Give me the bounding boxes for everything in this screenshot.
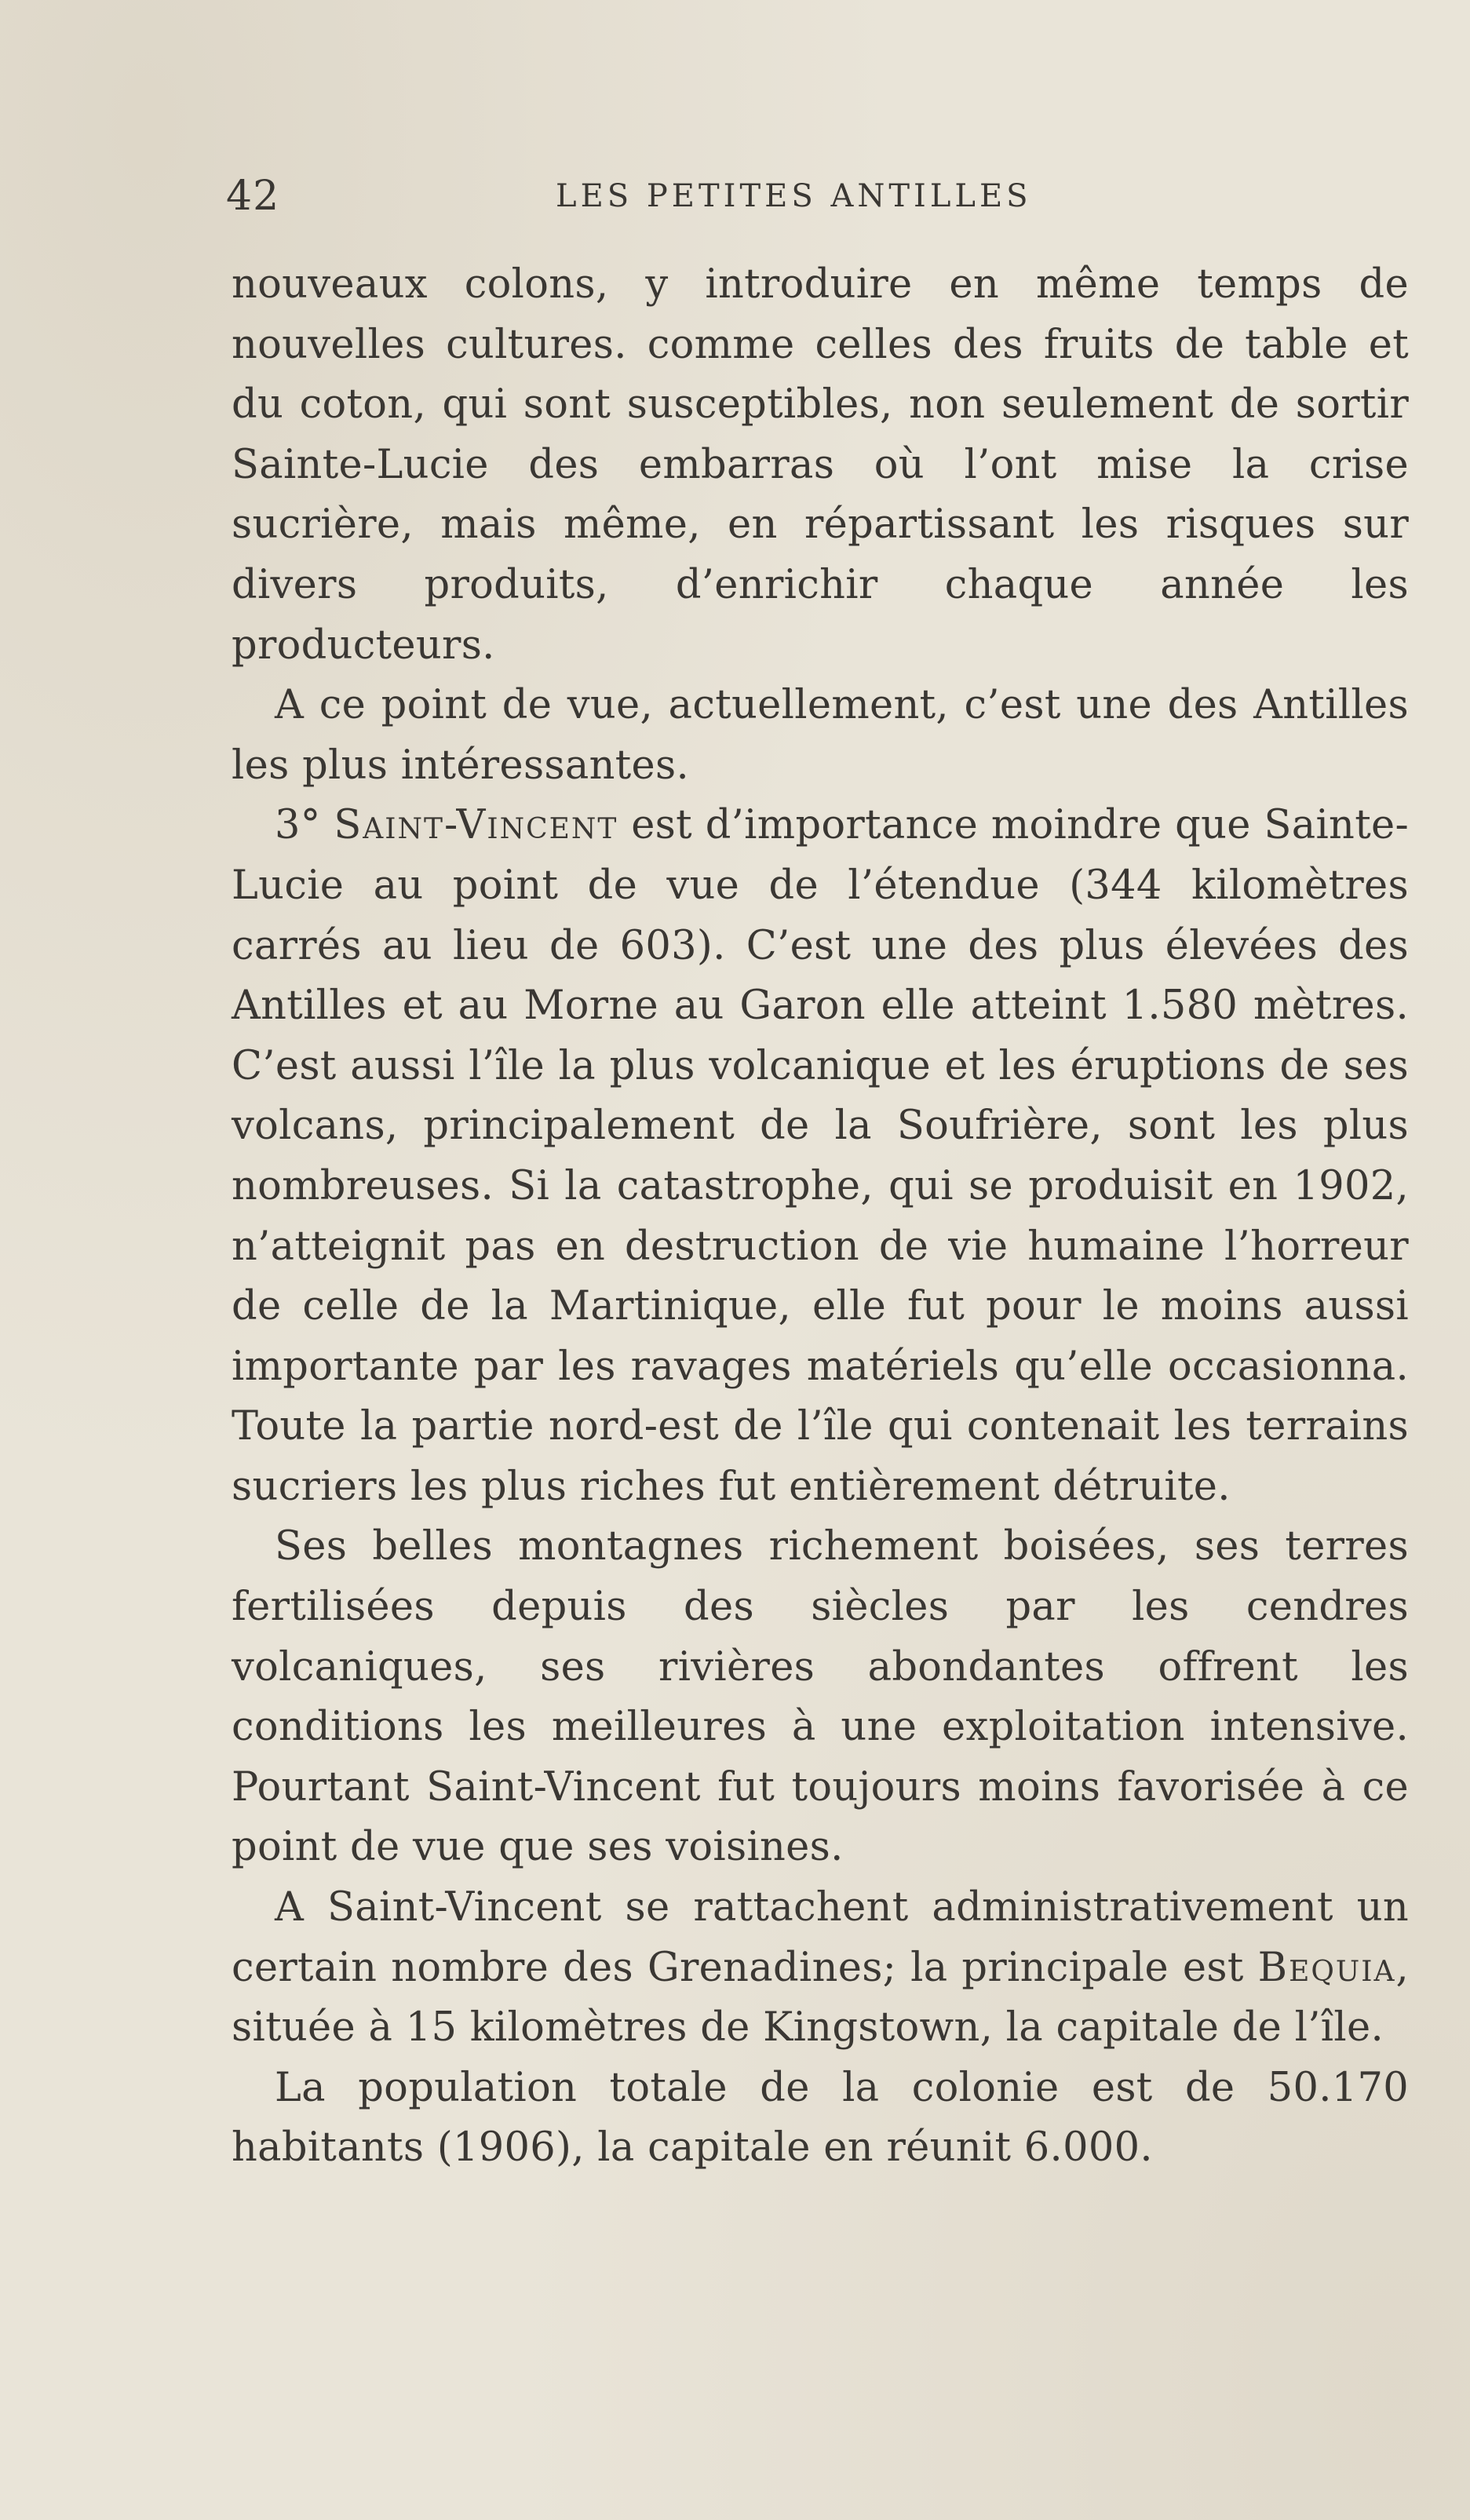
paragraph-2: A ce point de vue, actuellement, c’est une des Antilles les plus intéressantes. bbox=[232, 682, 1409, 789]
paragraph-1: nouveaux colons, y introduire en même temps de nouvelles cultures. comme celles des fruits de table et du coton, qui sont susceptibles, non seulement de sortir Sainte-Lucie des embarras où l’ont mise la crise sucrière, mais même, en répartissant les risques sur divers produits, d’enrichir chaque année les producteurs. bbox=[232, 261, 1409, 669]
island-name-saint-vincent: Saint-Vincent bbox=[334, 802, 618, 849]
running-title: LES PETITES ANTILLES bbox=[556, 178, 1032, 214]
paragraph-5 bbox=[232, 1878, 1409, 2059]
page-header bbox=[226, 165, 1411, 228]
page-number: 42 bbox=[226, 173, 280, 220]
paragraph-3 bbox=[232, 796, 1409, 1517]
section-number: 3° bbox=[275, 802, 321, 849]
body-text bbox=[232, 255, 1409, 2179]
paragraph-6: La population totale de la colonie est de 50.170 habitants (1906), la capitale en réunit 6.000. bbox=[232, 2064, 1409, 2172]
paragraph-5-text-end: , située à 15 kilomètres de Kingstown, la capitale de l’île. bbox=[232, 1944, 1409, 2051]
island-name-bequia: Bequia bbox=[1257, 1944, 1396, 1991]
paragraph-4: Ses belles montagnes richement boisées, ses terres fertilisées depuis des siècles par les cendres volcaniques, ses rivières abondantes offrent les conditions les meilleures à une exploitation intensive. Pourtant Saint-Vincent fut toujours moins favorisée à ce point de vue que ses voisines. bbox=[232, 1523, 1409, 1871]
paragraph-3-text: est d’importance moindre que Sainte-Lucie au point de vue de l’étendue (344 kilomètres carrés au lieu de 603). C’est une des plus élevées des Antilles et au Morne au Garon elle atteint 1.580 mètres. C’est aussi l’île la plus volcanique et les éruptions de ses volcans, principalement de la Soufrière, sont les plus nombreuses. Si la catastrophe, qui se produisit en 1902, n’atteignit pas en destruction de vie humaine l’horreur de celle de la Martinique, elle fut pour le moins aussi importante par les ravages matériels qu’elle occasionna. Toute la partie nord-est de l’île qui contenait les terrains sucriers les plus riches fut entièrement détruite. bbox=[232, 802, 1410, 1510]
paragraph-5-text-start: A Saint-Vincent se rattachent administrativement un certain nombre des Grenadines; la principale est bbox=[232, 1884, 1409, 1991]
